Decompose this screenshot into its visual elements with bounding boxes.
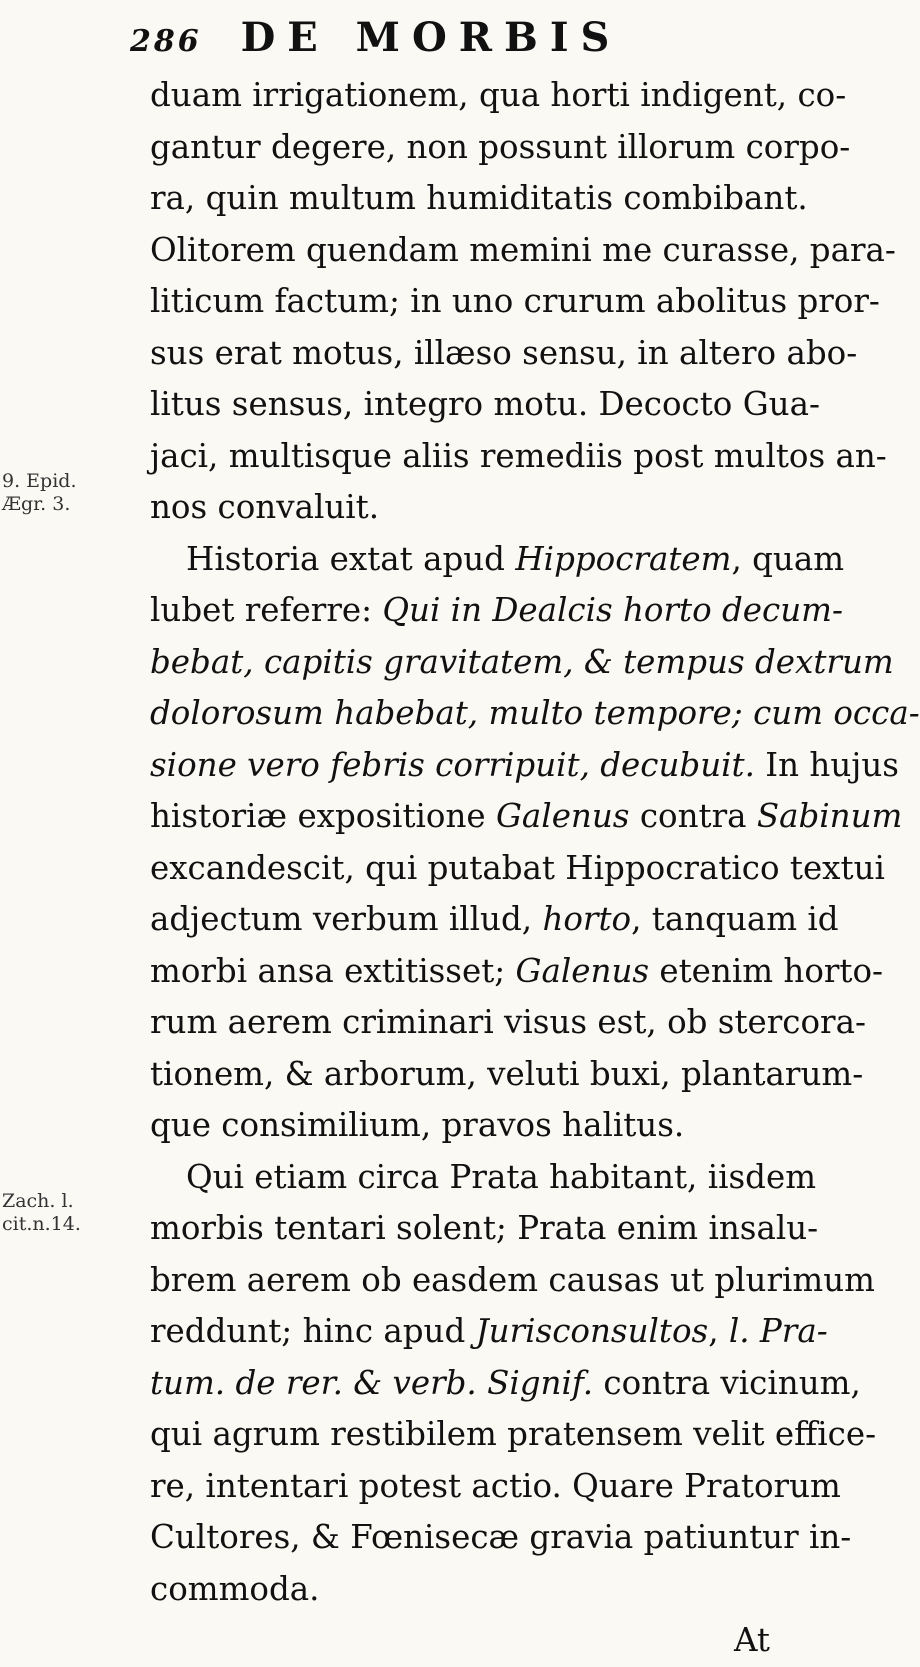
legal-citation: tum. de rer. & verb. Signif.: [150, 1363, 594, 1402]
text-line: tionem, & arborum, veluti buxi, plantarum-: [150, 1054, 864, 1093]
text-line: commoda.: [150, 1569, 320, 1608]
text-line: ra, quin multum humiditatis combibant.: [150, 179, 808, 217]
citation-jurisconsults: Jurisconsultos: [475, 1312, 709, 1350]
margin-note-line: cit.n.14.: [2, 1213, 81, 1235]
text-line: rum aerem criminari visus est, ob stercora-: [150, 1003, 866, 1041]
margin-note-zach: [2, 1190, 122, 1236]
text-run: In hujus: [754, 745, 899, 784]
text-run: morbi ansa extitisset;: [150, 951, 516, 990]
text-line: jaci, multisque aliis remediis post multos an-: [150, 436, 887, 475]
text-line: [150, 585, 843, 637]
quotation-line: dolorosum habebat, multo tempore; cum occa-: [150, 694, 920, 732]
text-line: [150, 791, 903, 843]
text-line: [150, 946, 884, 998]
text-run: reddunt; hinc apud: [150, 1312, 476, 1350]
word-horto: horto: [542, 900, 632, 938]
text-line: gantur degere, non possunt illorum corpo-: [150, 127, 851, 166]
text-line: qui agrum restibilem pratensem velit effice-: [150, 1415, 877, 1453]
text-run: contra: [629, 797, 757, 835]
margin-note-line: 9. Epid.: [2, 470, 77, 492]
text-line: duam irrigationem, qua horti indigent, co-: [150, 76, 847, 114]
text-line: [150, 534, 845, 586]
text-line: liticum factum; in uno crurum abolitus pror-: [150, 282, 880, 320]
text-run: contra vicinum,: [593, 1363, 861, 1402]
text-line: Cultores, & Fœnisecæ gravia patiuntur in-: [150, 1518, 852, 1556]
main-text: [150, 70, 920, 1667]
text-line: litus sensus, integro motu. Decocto Gua-: [150, 385, 820, 423]
page-number: 286: [130, 24, 202, 59]
margin-note-line: Zach. l.: [2, 1190, 74, 1212]
citation-hippocrates: Hippocratem: [515, 539, 732, 578]
text-line: [150, 1306, 828, 1358]
text-line: re, intentari potest actio. Quare Pratorum: [150, 1466, 841, 1505]
text-run: ,: [708, 1312, 729, 1350]
text-run: historiæ expositione: [150, 797, 496, 835]
text-line: [150, 1358, 861, 1410]
text-line: [150, 894, 839, 946]
text-line: brem aerem ob easdem causas ut plurimum: [150, 1260, 875, 1299]
quotation: Qui in Dealcis horto decum-: [382, 591, 843, 629]
text-run: Historia extat apud: [186, 539, 516, 578]
quotation: sione vero febris corripuit, decubuit.: [150, 745, 755, 784]
text-line: sus erat motus, illæso sensu, in altero abo-: [150, 333, 858, 372]
margin-note-line: Ægr. 3.: [2, 493, 71, 515]
text-run: , tanquam id: [631, 900, 839, 938]
name-sabinus: Sabinum: [756, 797, 903, 835]
name-galenus: Galenus: [515, 951, 650, 990]
text-line: excandescit, qui putabat Hippocratico textui: [150, 848, 885, 887]
name-galenus: Galenus: [495, 797, 630, 835]
running-header: [130, 14, 690, 61]
text-run: , quam: [731, 539, 845, 578]
text-line: nos convaluit.: [150, 488, 380, 526]
text-run: adjectum verbum illud,: [150, 900, 543, 938]
legal-citation: l. Pra-: [728, 1312, 828, 1350]
text-line: Olitorem quendam memini me curasse, para-: [150, 230, 896, 269]
text-run: etenim horto-: [649, 951, 884, 990]
catchword: At: [734, 1621, 770, 1659]
quotation-line: bebat, capitis gravitatem, & tempus dextrum: [150, 642, 894, 681]
running-title: DE MORBIS: [240, 14, 622, 61]
margin-note-epidemics: [2, 470, 122, 516]
text-line: Qui etiam circa Prata habitant, iisdem: [186, 1157, 817, 1196]
text-line: que consimilium, pravos halitus.: [150, 1106, 685, 1144]
text-line: [150, 740, 899, 792]
text-line: morbis tentari solent; Prata enim insalu-: [150, 1209, 819, 1247]
text-run: lubet referre:: [150, 591, 383, 629]
